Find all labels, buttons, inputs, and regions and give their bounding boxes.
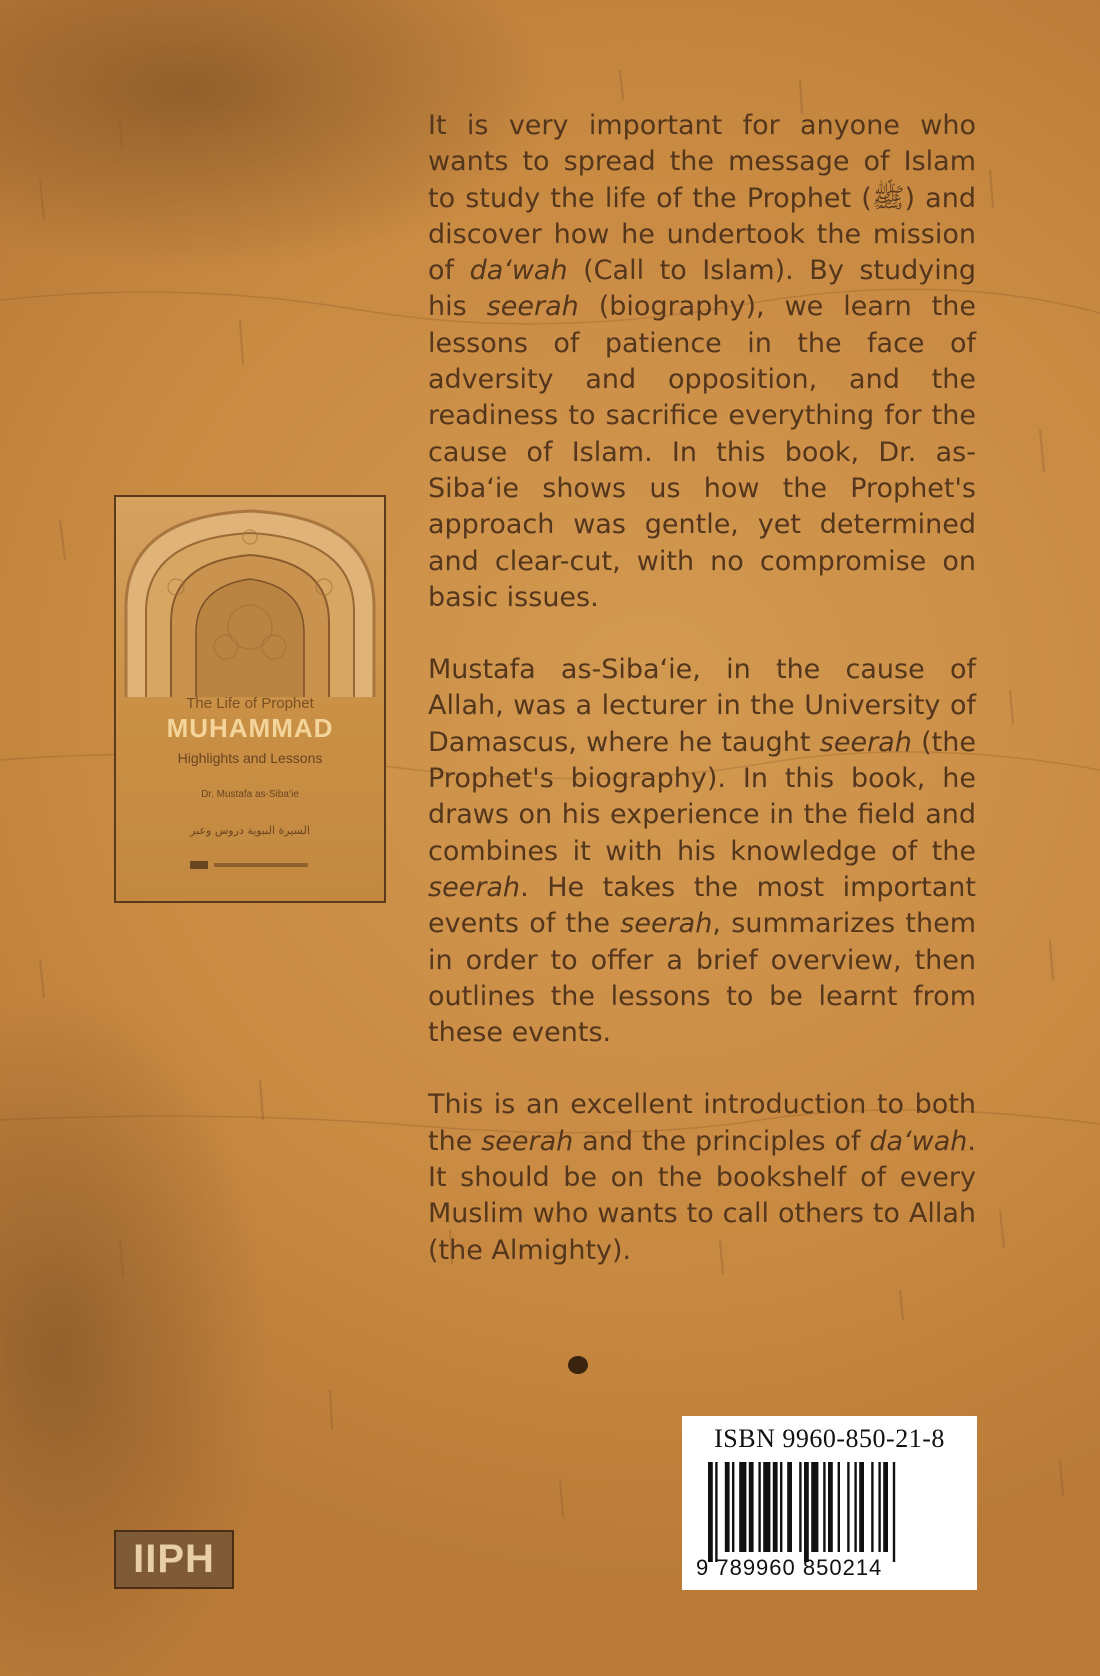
- isbn-barcode-box: [682, 1416, 977, 1590]
- thumbnail-main-title: MUHAMMAD: [166, 713, 334, 743]
- blemish-spot: [568, 1356, 588, 1374]
- barcode-bar: [878, 1462, 880, 1552]
- barcode-icon: [708, 1462, 958, 1562]
- blurb-paragraph-1: It is very important for anyone who wants to spread the message of Islam to study the life of the Prophet (ﷺ) and discover how he undertook the mission of da‘wah (Call to Islam). By studying his seerah (biography), we learn the lessons of patience in the face of adversity and opposition, and the readiness to sacrifice everything for the cause of Islam. In this book, Dr. as-Siba‘ie shows us how the Prophet's approach was gentle, yet determined and clear-cut, with no compromise on basic issues.: [428, 110, 976, 613]
- barcode-bar: [859, 1462, 864, 1552]
- barcode-bar: [725, 1462, 730, 1552]
- barcode-bar: [854, 1462, 856, 1552]
- barcode-bar: [708, 1462, 713, 1562]
- barcode-bar: [871, 1462, 873, 1552]
- blurb-paragraph-2: Mustafa as-Siba‘ie, in the cause of Allah, was a lecturer in the University of Damascus, where he taught seerah (the Prophet's biography). In this book, he draws on his experience in the field and combines it with his knowledge of the seerah. He takes the most important events of the seerah, summarizes them in order to offer a brief overview, then outlines the lessons to be learnt from these events.: [428, 654, 976, 1049]
- arch-ornament-icon: [116, 497, 384, 697]
- isbn-label: ISBN 9960-850-21-8: [714, 1424, 945, 1453]
- barcode-bar: [883, 1462, 888, 1552]
- isbn-digits: 9 789960 850214: [696, 1555, 883, 1580]
- thumbnail-arabic-title: السيرة النبوية دروس وعبر: [190, 824, 310, 837]
- barcode-bar: [773, 1462, 778, 1552]
- barcode-bar: [804, 1462, 809, 1562]
- barcode-bar: [823, 1462, 825, 1552]
- barcode-bar: [749, 1462, 754, 1552]
- thumbnail-subtitle: Highlights and Lessons: [177, 750, 323, 766]
- thumbnail-publisher-mark-icon: [190, 860, 310, 870]
- barcode-bar: [732, 1462, 734, 1552]
- barcode-bar: [893, 1462, 895, 1562]
- barcode-bar: [828, 1462, 833, 1552]
- barcode-bar: [715, 1462, 717, 1562]
- barcode-bar: [758, 1462, 760, 1552]
- barcode-bar: [763, 1462, 770, 1552]
- publisher-logo: [114, 1530, 234, 1589]
- barcode-bar: [811, 1462, 818, 1552]
- thumbnail-author: Dr. Mustafa as-Siba‘ie: [201, 789, 299, 800]
- barcode-bar: [847, 1462, 849, 1552]
- thumbnail-title-line: The Life of Prophet: [186, 695, 314, 712]
- barcode-bar: [787, 1462, 792, 1552]
- barcode-bar: [799, 1462, 801, 1552]
- publisher-logo-text: IIPH: [133, 1537, 215, 1581]
- back-cover-blurb: [428, 108, 976, 1305]
- front-cover-thumbnail: [114, 495, 386, 903]
- barcode-bar: [838, 1462, 840, 1552]
- barcode-bar: [739, 1462, 746, 1552]
- blurb-paragraph-3: This is an excellent introduction to both the seerah and the principles of da‘wah. It should be on the bookshelf of every Muslim who wants to call others to Allah (the Almighty).: [428, 1089, 976, 1266]
- barcode-bar: [780, 1462, 782, 1552]
